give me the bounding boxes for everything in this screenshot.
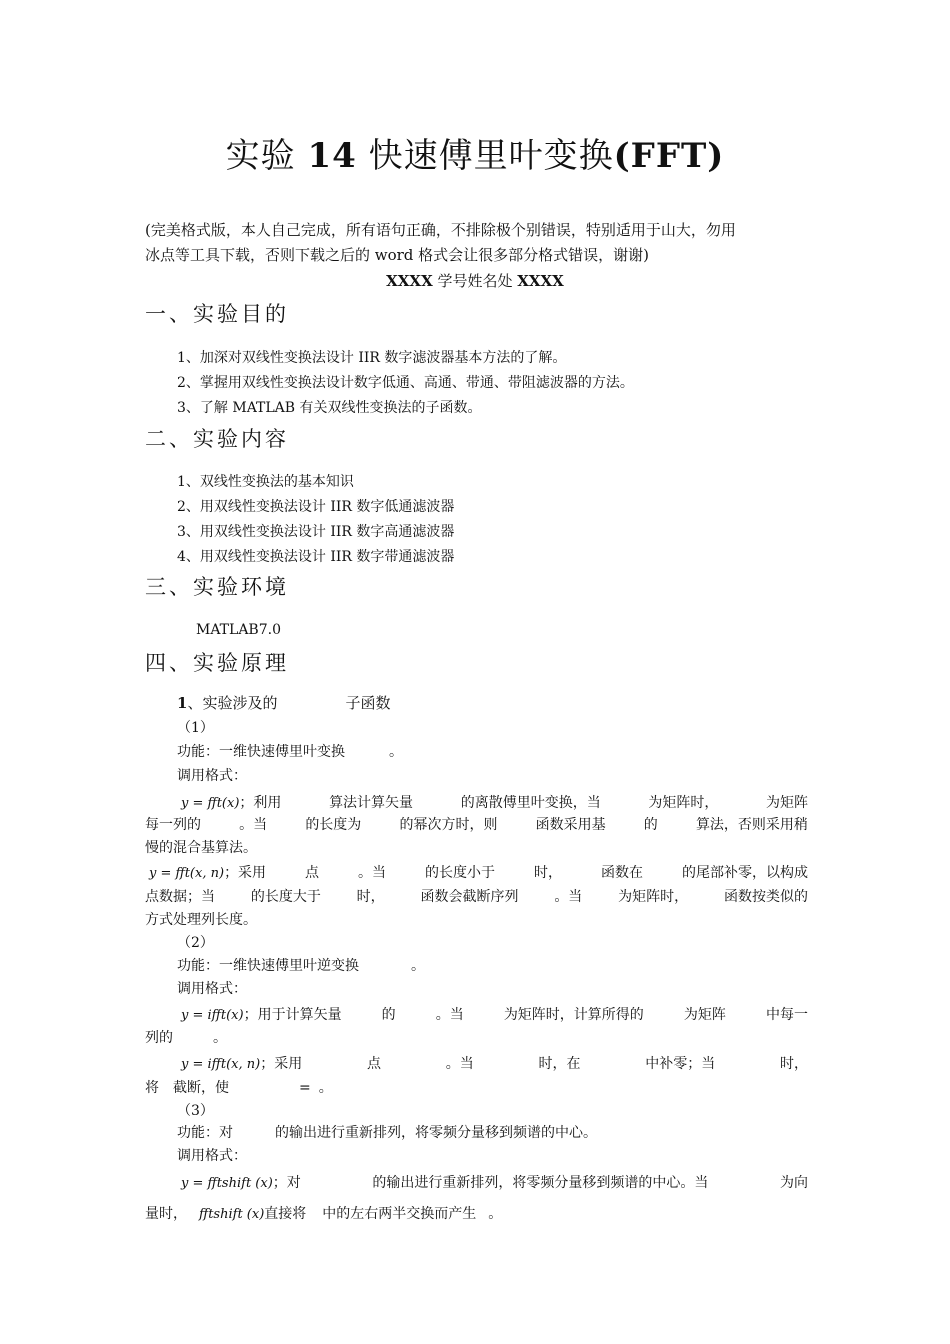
text-fragment: 中补零；当	[645, 1056, 716, 1072]
text-fragment: 。当	[554, 889, 583, 905]
text-fragment: 量时，	[145, 1206, 187, 1222]
text-fragment: 为矩阵	[683, 1007, 726, 1023]
text-fragment: 中每一	[765, 1007, 808, 1023]
text-fragment: 函数在	[600, 865, 643, 881]
text-fragment: 时，	[534, 865, 562, 881]
text-fragment: ；对	[272, 1175, 301, 1191]
fft-function-text: 功能：一维快速傅里叶变换	[177, 744, 345, 760]
text-fragment: 为向	[780, 1175, 808, 1191]
text-fragment: 。	[318, 1080, 333, 1096]
author-placeholder-right: XXXX	[517, 272, 564, 290]
text-fragment: 函数采用基	[535, 817, 606, 833]
ifft-formula: y = ifft(x)	[181, 1008, 244, 1023]
title-prefix: 实验	[225, 136, 308, 176]
ifft-function-end: 。	[411, 958, 425, 974]
text-fragment: ；利用	[239, 795, 282, 811]
ifft-usage-line-1	[145, 1004, 808, 1024]
section-heading-goals: 一、实验目的	[145, 302, 289, 326]
subheading-text-b: 子函数	[345, 694, 391, 712]
fftshift-formula: y = fftshift (x)	[181, 1176, 273, 1191]
fftn-usage-line-3: 方式处理列长度。	[145, 912, 257, 928]
fft-formula: y = fft(x)	[181, 796, 240, 811]
content-item-2: 2、用双线性变换法设计 IIR 数字低通滤波器	[177, 499, 455, 515]
subheading-number: 1	[177, 694, 188, 712]
text-fragment: =	[299, 1080, 311, 1096]
text-fragment: 将	[145, 1080, 159, 1096]
goal-item-1: 1、加深对双线性变换法设计 IIR 数字滤波器基本方法的了解。	[177, 350, 567, 366]
text-fragment: 为矩阵时，计算所得的	[503, 1007, 644, 1023]
fft-usage-line-2	[145, 814, 808, 834]
item-label-2: （2）	[177, 935, 214, 951]
text-fragment: 为矩阵时，	[648, 795, 719, 811]
goal-item-2: 2、掌握用双线性变换法设计数字低通、高通、带通、带阻滤波器的方法。	[177, 375, 634, 391]
text-fragment: 时，在	[538, 1056, 581, 1072]
item-label-1: （1）	[177, 720, 214, 736]
environment-value: MATLAB7.0	[196, 622, 281, 638]
fft-usage-line-1	[145, 792, 808, 812]
subheading-text-a: 、实验涉及的	[187, 694, 278, 712]
text-fragment: 。当	[358, 865, 387, 881]
text-fragment: 的离散傅里叶变换，当	[460, 795, 601, 811]
text-fragment: 时，	[779, 1056, 808, 1072]
section-heading-principle: 四、实验原理	[145, 651, 289, 675]
ifftn-formula: y = ifft(x, n)	[181, 1057, 261, 1072]
text-fragment: 的输出进行重新排列，将零频分量移到频谱的中心。当	[372, 1175, 709, 1191]
intro-line-2: 冰点等工具下载，否则下载之后的 word 格式会让很多部分格式错误，谢谢)	[145, 246, 650, 264]
text-fragment: 中的左右两半交换而产生	[322, 1206, 477, 1222]
text-fragment: 的长度小于	[425, 865, 496, 881]
content-item-3: 3、用双线性变换法设计 IIR 数字高通滤波器	[177, 524, 455, 540]
call-format-label-2: 调用格式：	[177, 981, 247, 997]
title-main: 快速傅里叶变换	[356, 136, 614, 176]
text-fragment: 算法，否则采用稍	[695, 817, 808, 833]
fftn-usage-line-2	[145, 886, 808, 906]
ifftn-usage-line-1	[145, 1053, 808, 1073]
text-fragment: 功能：对	[177, 1125, 233, 1141]
text-fragment: ；用于计算矢量	[243, 1007, 342, 1023]
text-fragment: ；采用	[260, 1056, 303, 1072]
text-fragment: 的幂次方时，则	[399, 817, 498, 833]
title-number: 14	[307, 136, 357, 176]
fftn-usage-line-1	[145, 862, 808, 882]
text-fragment: 为矩阵时，	[618, 889, 689, 905]
call-format-label-1: 调用格式：	[177, 768, 247, 784]
text-fragment: 。当	[239, 817, 268, 833]
fftshift-usage-line-2	[145, 1203, 502, 1223]
ifft-function-text: 功能：一维快速傅里叶逆变换	[177, 958, 359, 974]
section-heading-environment: 三、实验环境	[145, 575, 289, 599]
text-fragment: 。	[213, 1030, 227, 1046]
text-fragment: ；采用	[224, 865, 267, 881]
author-label: 学号姓名处	[432, 272, 518, 290]
text-fragment: 的	[643, 817, 658, 833]
text-fragment: 每一列的	[145, 817, 201, 833]
author-line	[0, 270, 950, 291]
text-fragment: 的长度大于	[250, 889, 321, 905]
fftshift-inline-formula: fftshift (x)	[199, 1207, 265, 1222]
fft-function-desc	[177, 741, 403, 761]
goal-item-3: 3、了解 MATLAB 有关双线性变换法的子函数。	[177, 400, 482, 416]
ifft-function-desc	[177, 955, 425, 975]
text-fragment: 点	[305, 865, 320, 881]
fftshift-function-desc	[177, 1122, 597, 1142]
text-fragment: 函数按类似的	[723, 889, 808, 905]
author-placeholder-left: XXXX	[386, 272, 433, 290]
fftshift-usage-line-1	[145, 1172, 808, 1192]
text-fragment: 的输出进行重新排列，将零频分量移到频谱的中心。	[275, 1125, 597, 1141]
text-fragment: 点数据；当	[145, 889, 215, 905]
text-fragment: 的	[381, 1007, 396, 1023]
ifft-usage-line-2	[145, 1027, 227, 1047]
call-format-label-3: 调用格式：	[177, 1148, 247, 1164]
text-fragment: 为矩阵	[765, 795, 808, 811]
content-item-4: 4、用双线性变换法设计 IIR 数字带通滤波器	[177, 549, 455, 565]
text-fragment: 。当	[435, 1007, 464, 1023]
text-fragment: 的长度为	[305, 817, 362, 833]
intro-line-1: (完美格式版，本人自己完成，所有语句正确，不排除极个别错误，特别适用于山大，勿用	[145, 221, 736, 239]
section-heading-contents: 二、实验内容	[145, 427, 289, 451]
text-fragment: 时，	[356, 889, 385, 905]
fft-usage-line-3: 慢的混合基算法。	[145, 840, 257, 856]
text-fragment: 点	[366, 1056, 381, 1072]
content-item-1: 1、双线性变换法的基本知识	[177, 474, 354, 490]
text-fragment: 。	[488, 1206, 503, 1222]
text-fragment: 算法计算矢量	[329, 795, 414, 811]
title-paren: (FFT)	[613, 136, 725, 176]
text-fragment: 的尾部补零，以构成	[681, 865, 808, 881]
principle-subheading	[177, 692, 390, 713]
text-fragment: 。当	[445, 1056, 474, 1072]
text-fragment: 列的	[145, 1030, 173, 1046]
text-fragment: 函数会截断序列	[420, 889, 519, 905]
text-fragment: 截断，使	[173, 1080, 229, 1096]
fft-function-end: 。	[389, 744, 403, 760]
page-title	[0, 128, 950, 177]
item-label-3: （3）	[177, 1103, 214, 1119]
text-fragment: 直接将	[264, 1206, 307, 1222]
ifftn-usage-line-2	[145, 1077, 333, 1097]
fftn-formula: y = fft(x, n)	[149, 866, 225, 881]
